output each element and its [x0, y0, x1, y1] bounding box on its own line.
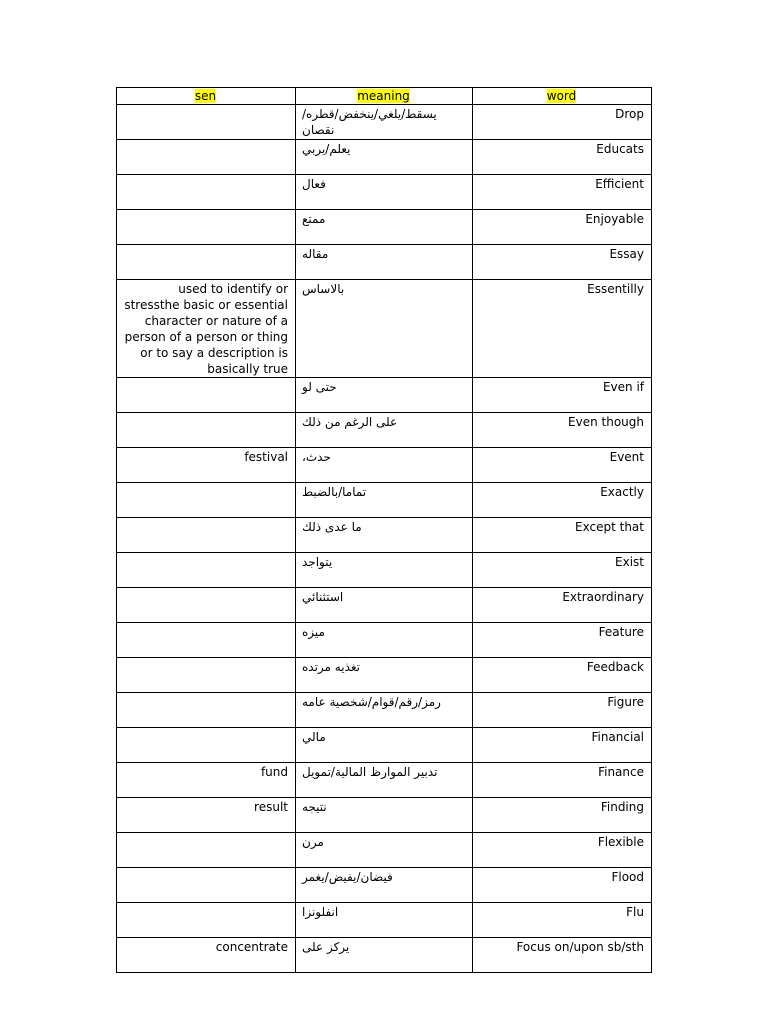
table-row — [117, 693, 652, 728]
table-row — [117, 588, 652, 623]
table-row — [117, 448, 652, 483]
meaning-cell: نتيجه — [296, 798, 473, 833]
table-row — [117, 378, 652, 413]
meaning-cell: بالاساس — [296, 280, 473, 378]
table-row — [117, 245, 652, 280]
header-sen — [117, 88, 296, 105]
meaning-cell: انفلونزا — [296, 903, 473, 938]
meaning-cell: تماما/بالضبط — [296, 483, 473, 518]
meaning-cell: ممتع — [296, 210, 473, 245]
word-cell: Exactly — [473, 483, 652, 518]
header-row — [117, 88, 652, 105]
meaning-cell: يسقط/يلغي/ينخفض/قطره/نقصان — [296, 105, 473, 140]
word-cell: Flood — [473, 868, 652, 903]
word-cell: Except that — [473, 518, 652, 553]
table-row — [117, 553, 652, 588]
meaning-cell: تدبير الموارظ المالية/تمويل — [296, 763, 473, 798]
table-row — [117, 903, 652, 938]
sen-cell — [117, 105, 296, 140]
word-cell: Finding — [473, 798, 652, 833]
meaning-cell: يعلم/يربي — [296, 140, 473, 175]
sen-cell — [117, 378, 296, 413]
word-cell: Drop — [473, 105, 652, 140]
meaning-cell: مالي — [296, 728, 473, 763]
word-cell: Feedback — [473, 658, 652, 693]
word-cell: Focus on/upon sb/sth — [473, 938, 652, 973]
word-cell: Enjoyable — [473, 210, 652, 245]
sen-cell: fund — [117, 763, 296, 798]
word-cell: Financial — [473, 728, 652, 763]
sen-cell — [117, 903, 296, 938]
sen-cell — [117, 518, 296, 553]
meaning-cell: تغذيه مرتده — [296, 658, 473, 693]
word-cell: Educats — [473, 140, 652, 175]
word-cell: Event — [473, 448, 652, 483]
sen-cell: result — [117, 798, 296, 833]
word-cell: Efficient — [473, 175, 652, 210]
table-row — [117, 210, 652, 245]
table-row — [117, 518, 652, 553]
table-row — [117, 798, 652, 833]
table-row — [117, 483, 652, 518]
table-row — [117, 833, 652, 868]
table-row — [117, 623, 652, 658]
header-word — [473, 88, 652, 105]
vocabulary-table — [116, 87, 652, 973]
word-cell: Flu — [473, 903, 652, 938]
word-cell: Feature — [473, 623, 652, 658]
meaning-cell: فعال — [296, 175, 473, 210]
table-row — [117, 175, 652, 210]
word-cell: Even if — [473, 378, 652, 413]
sen-cell — [117, 483, 296, 518]
meaning-cell: مرن — [296, 833, 473, 868]
meaning-cell: على الرغم من ذلك — [296, 413, 473, 448]
table-row — [117, 105, 652, 140]
sen-cell: used to identify or stressthe basic or essential character or nature of a person of a person or thing or to say a description is basically true — [117, 280, 296, 378]
meaning-cell: رمز/رقم/قوام/شخصية عامه — [296, 693, 473, 728]
meaning-cell: يركز على — [296, 938, 473, 973]
sen-cell — [117, 175, 296, 210]
sen-cell — [117, 693, 296, 728]
sen-cell — [117, 868, 296, 903]
sen-cell: concentrate — [117, 938, 296, 973]
table-row — [117, 763, 652, 798]
meaning-cell: يتواجد — [296, 553, 473, 588]
header-meaning-label: meaning — [357, 89, 410, 103]
word-cell: Even though — [473, 413, 652, 448]
table-row — [117, 658, 652, 693]
header-meaning — [296, 88, 473, 105]
table-row — [117, 868, 652, 903]
word-cell: Essay — [473, 245, 652, 280]
sen-cell — [117, 413, 296, 448]
table-row — [117, 140, 652, 175]
header-sen-label: sen — [194, 89, 217, 103]
header-word-label: word — [546, 89, 577, 103]
word-cell: Finance — [473, 763, 652, 798]
table-row — [117, 413, 652, 448]
sen-cell — [117, 140, 296, 175]
word-cell: Exist — [473, 553, 652, 588]
sen-cell — [117, 245, 296, 280]
meaning-cell: ما عدى ذلك — [296, 518, 473, 553]
sen-cell — [117, 728, 296, 763]
meaning-cell: مقاله — [296, 245, 473, 280]
sen-cell: festival — [117, 448, 296, 483]
meaning-cell: استثنائي — [296, 588, 473, 623]
meaning-cell: ميزه — [296, 623, 473, 658]
word-cell: Figure — [473, 693, 652, 728]
meaning-cell: حدث، — [296, 448, 473, 483]
meaning-cell: حتى لو — [296, 378, 473, 413]
word-cell: Extraordinary — [473, 588, 652, 623]
sen-cell — [117, 658, 296, 693]
sen-cell — [117, 210, 296, 245]
word-cell: Flexible — [473, 833, 652, 868]
table-row — [117, 728, 652, 763]
sen-cell — [117, 588, 296, 623]
table-row — [117, 938, 652, 973]
sen-cell — [117, 623, 296, 658]
meaning-cell: فيضان/يفيض/يغمر — [296, 868, 473, 903]
word-cell: Essentilly — [473, 280, 652, 378]
sen-cell — [117, 553, 296, 588]
table-row — [117, 280, 652, 378]
sen-cell — [117, 833, 296, 868]
